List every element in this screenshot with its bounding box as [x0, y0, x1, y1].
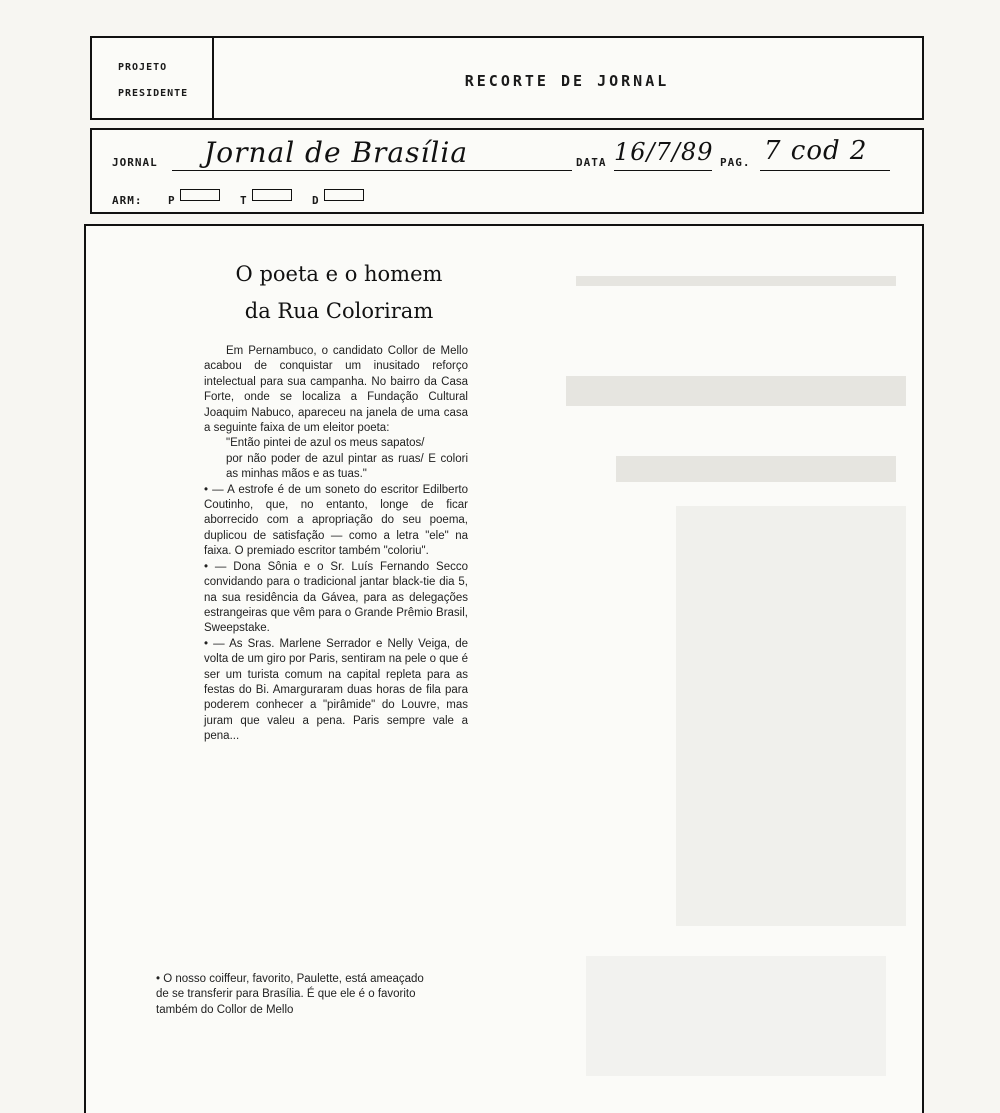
data-value: 16/7/89: [614, 138, 714, 166]
president-label: PRESIDENTE: [118, 88, 189, 99]
article-paragraph: • — As Sras. Marlene Serrador e Nelly Veiga, de volta de um giro por Paris, sentiram na pele o que é ser um turista comum na capital repleta para as festas do Bi. Amarguraram duas horas de fila para poderem conhecer a "pirâmide" do Louvre, mas juram que valeu a pena. Paris sempre vale a pena...: [204, 637, 469, 743]
t-label: T: [240, 194, 248, 207]
header-box: [90, 36, 924, 120]
pag-value: 7 cod 2: [764, 136, 868, 166]
headline-line-2: da Rua Coloriram: [244, 299, 434, 323]
project-label: PROJETO: [118, 62, 168, 73]
verse-line: "Então pintei de azul os meus sapatos/: [226, 437, 425, 450]
jornal-underline: [172, 170, 572, 171]
d-label: D: [312, 194, 320, 207]
article-body: [204, 344, 468, 745]
p-box: [180, 189, 220, 201]
headline-line-1: O poeta e o homem: [235, 262, 443, 286]
jornal-label: JORNAL: [112, 156, 158, 169]
d-box: [324, 189, 364, 201]
article-headline: [204, 256, 474, 330]
pag-underline: [760, 170, 890, 171]
clipping-box: [84, 224, 924, 1113]
article-paragraph: Em Pernambuco, o candidato Collor de Mello acabou de conquistar um inusitado reforço intelectual para sua campanha. No bairro da Casa Forte, onde se localiza a Fundação Cultural Joaquim Nabuco, apareceu na janela de uma casa a seguinte faixa de um eleitor poeta:: [204, 345, 468, 435]
article-paragraph: • — Dona Sônia e o Sr. Luís Fernando Secco convidando para o tradicional jantar black-tie dia 5, na sua residência da Gávea, para as delegações estrangeiras que vêm para o Grande Prêmio Brasil, Sweepstake.: [204, 560, 468, 635]
pag-label: PAG.: [720, 156, 751, 169]
jornal-value: Jornal de Brasília: [204, 136, 469, 169]
data-underline: [614, 170, 712, 171]
t-box: [252, 189, 292, 201]
verse-line: por não poder de azul pintar as ruas/ E colori as minhas mãos e as tuas.": [226, 452, 468, 481]
arm-label: ARM:: [112, 194, 143, 207]
bleed-through-texture: [556, 256, 916, 1106]
project-cell: [92, 38, 214, 118]
info-box: [90, 128, 924, 214]
article-paragraph: • — A estrofe é de um soneto do escritor Edilberto Coutinho, que, no entanto, longe de ficar aborrecido com a apropriação do seu poema, duplicou de satisfação — como a letra "ele" na faixa. O premiado escritor também "coloriu".: [204, 483, 468, 558]
footnote: [156, 972, 436, 1018]
p-label: P: [168, 194, 176, 207]
footnote-text: • O nosso coiffeur, favorito, Paulette, está ameaçado de se transferir para Brasília. É que ele é o favorito também do Collor de Mello: [156, 973, 424, 1016]
page-title: RECORTE DE JORNAL: [464, 72, 670, 90]
data-label: DATA: [576, 156, 607, 169]
